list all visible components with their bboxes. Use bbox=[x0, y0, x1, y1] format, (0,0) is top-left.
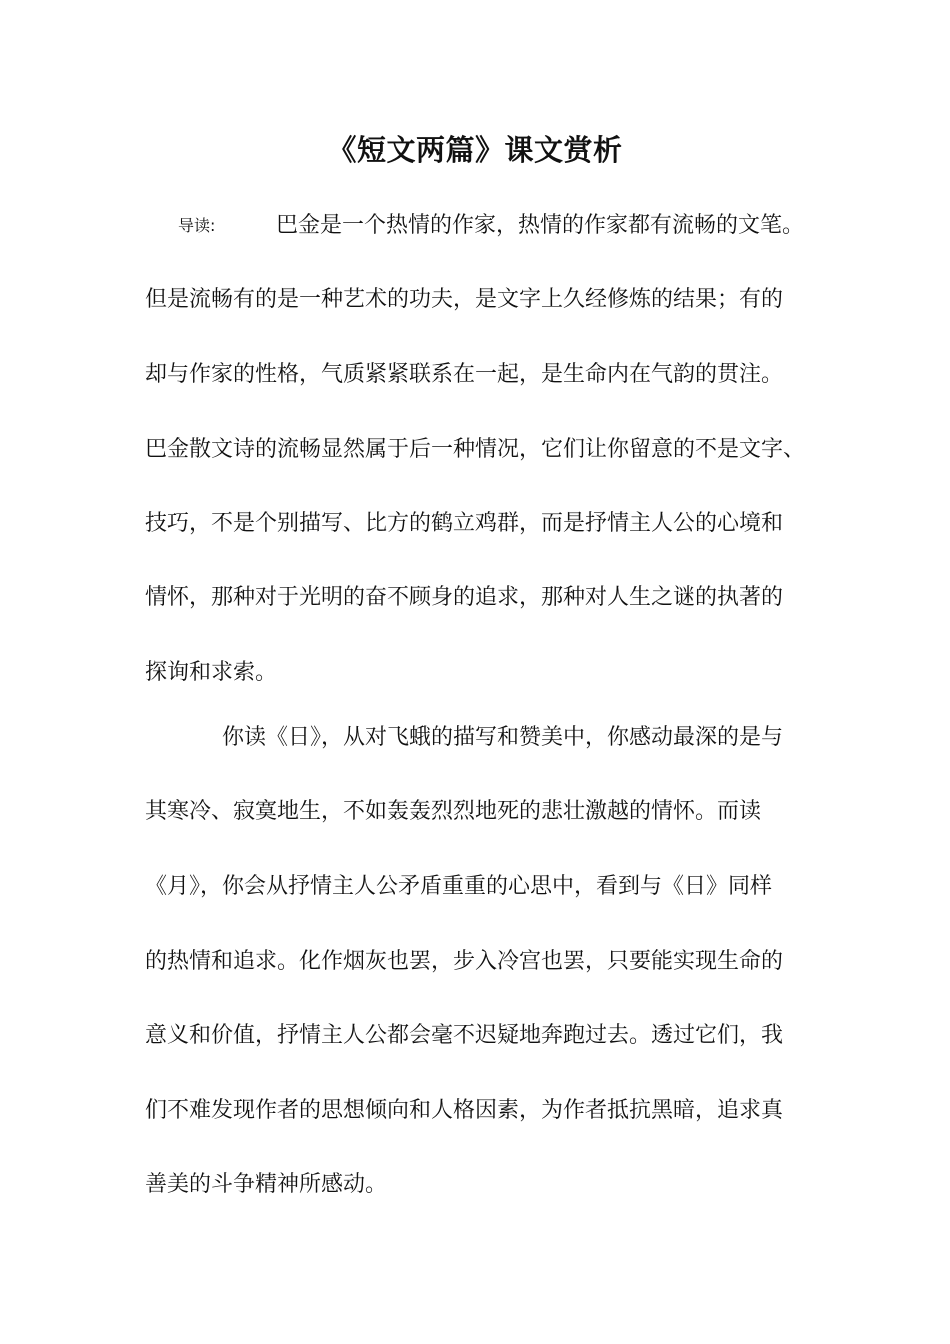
paragraph-1-line-6: 情怀，那种对于光明的奋不顾身的追求，那种对人生之谜的执著的 bbox=[145, 585, 784, 610]
paragraph-2-line-4: 的热情和追求。化作烟灰也罢，步入冷宫也罢，只要能实现生命的 bbox=[145, 949, 784, 974]
paragraph-1-line-5: 技巧，不是个别描写、比方的鹤立鸡群，而是抒情主人公的心境和 bbox=[145, 511, 784, 536]
paragraph-1-line-7: 探询和求索。 bbox=[145, 660, 278, 685]
paragraph-2-line-5: 意义和价值，抒情主人公都会毫不迟疑地奔跑过去。透过它们，我 bbox=[145, 1023, 784, 1048]
paragraph-2-line-3: 《月》，你会从抒情主人公矛盾重重的心思中，看到与《日》同样 bbox=[145, 874, 773, 899]
paragraph-2-line-6: 们不难发现作者的思想倾向和人格因素，为作者抵抗黑暗，追求真 bbox=[145, 1098, 784, 1123]
intro-label: 导读: bbox=[178, 216, 216, 235]
paragraph-1-line-3: 却与作家的性格，气质紧紧联系在一起，是生命内在气韵的贯注。 bbox=[145, 362, 784, 387]
paragraph-2-line-7: 善美的斗争精神所感动。 bbox=[145, 1172, 388, 1197]
document-title: 《短文两篇》课文赏析 bbox=[327, 133, 623, 167]
paragraph-2-line-2: 其寒冷、寂寞地生，不如轰轰烈烈地死的悲壮激越的情怀。而读 bbox=[145, 799, 762, 824]
paragraph-1-line-1: 巴金是一个热情的作家，热情的作家都有流畅的文笔。 bbox=[276, 213, 805, 238]
paragraph-2-line-1: 你读《日》，从对飞蛾的描写和赞美中，你感动最深的是与 bbox=[222, 725, 784, 750]
paragraph-1-line-2: 但是流畅有的是一种艺术的功夫，是文字上久经修炼的结果；有的 bbox=[145, 287, 784, 312]
paragraph-1-line-4: 巴金散文诗的流畅显然属于后一种情况，它们让你留意的不是文字、 bbox=[145, 437, 806, 462]
